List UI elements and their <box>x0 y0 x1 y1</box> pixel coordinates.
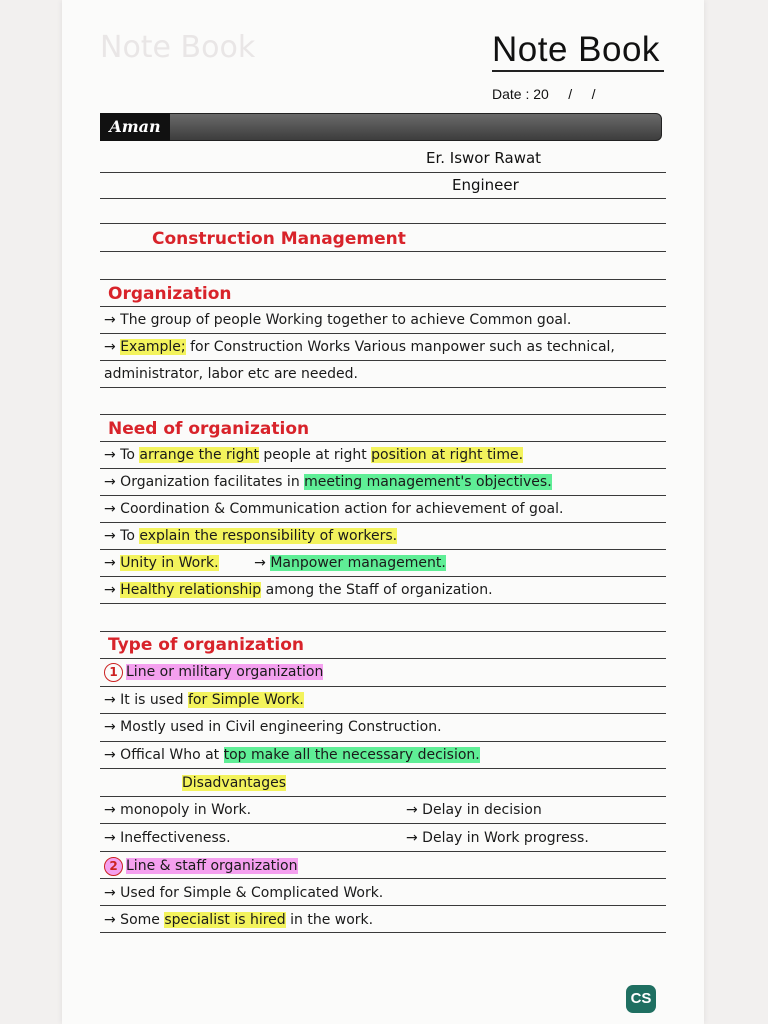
ruled-line <box>100 905 666 906</box>
highlight: Line or military organization <box>126 664 324 680</box>
need-line-6: → Healthy relationship among the Staff of organization. <box>104 582 493 598</box>
ruled-line <box>100 495 666 496</box>
disadvantages-label <box>182 773 286 793</box>
ruled-line <box>100 576 666 577</box>
need-line-3: → Coordination & Communication action for achievement of goal. <box>104 501 564 517</box>
highlight: Manpower management. <box>270 555 446 571</box>
ruled-line <box>100 796 666 797</box>
type-1-line-3: → Offical Who at top make all the necessary decision. <box>104 747 480 763</box>
ruled-line <box>100 198 666 199</box>
highlight-example: Example; <box>120 339 186 355</box>
need-line-2: → Organization facilitates in meeting management's objectives. <box>104 474 552 490</box>
ruled-line <box>100 768 666 769</box>
ruled-line <box>100 932 666 933</box>
type-1-label <box>104 662 323 682</box>
author-title: Engineer <box>452 176 519 194</box>
highlight: arrange the right <box>139 447 259 463</box>
ruled-line <box>100 387 666 388</box>
highlight: position at right time. <box>371 447 524 463</box>
ruled-line <box>100 631 666 632</box>
need-line-4: → To explain the responsibility of workers. <box>104 528 398 544</box>
ruled-line <box>100 522 666 523</box>
heading-organization: Organization <box>108 284 232 304</box>
bleed-through-text: Note Book <box>100 30 256 65</box>
highlight: Disadvantages <box>182 775 287 791</box>
disadvantage-2-right: → Delay in Work progress. <box>406 830 589 846</box>
ruled-line <box>100 279 666 280</box>
organization-line-3: administrator, labor etc are needed. <box>104 366 358 382</box>
disadvantage-2-left: → Ineffectiveness. <box>104 830 231 846</box>
highlight: Healthy relationship <box>120 582 262 598</box>
highlight: top make all the necessary decision. <box>223 747 480 763</box>
ruled-line <box>100 823 666 824</box>
need-line-1: → To arrange the right people at right position at right time. <box>104 447 524 463</box>
need-line-5: → Unity in Work. → Manpower management. <box>104 555 446 571</box>
ruled-line <box>100 172 666 173</box>
number-badge: 2 <box>104 857 123 876</box>
heading-need-of-organization: Need of organization <box>108 419 310 439</box>
type-1-line-1: → It is used for Simple Work. <box>104 692 304 708</box>
type-2-label <box>104 856 298 876</box>
highlight: specialist is hired <box>164 912 286 928</box>
ruled-line <box>100 223 666 224</box>
ruled-line <box>100 468 666 469</box>
highlight: explain the responsibility of workers. <box>139 528 398 544</box>
type-2-line-2: → Some specialist is hired in the work. <box>104 912 374 928</box>
ruled-line <box>100 414 666 415</box>
ruled-line <box>100 713 666 714</box>
disadvantage-1-right: → Delay in decision <box>406 802 542 818</box>
subject-title: Construction Management <box>152 229 406 249</box>
ruled-line <box>100 686 666 687</box>
organization-line-1: → The group of people Working together to achieve Common goal. <box>104 312 572 328</box>
name-bar <box>100 113 662 141</box>
highlight: Line & staff organization <box>126 858 298 874</box>
camscanner-badge: CS <box>626 985 656 1013</box>
ruled-line <box>100 878 666 879</box>
ruled-line <box>100 741 666 742</box>
ruled-line <box>100 306 666 307</box>
number-badge: 1 <box>104 663 123 682</box>
type-1-line-2: → Mostly used in Civil engineering Construction. <box>104 719 442 735</box>
ruled-line <box>100 251 666 252</box>
ruled-line <box>100 603 666 604</box>
type-2-line-1: → Used for Simple & Complicated Work. <box>104 885 384 901</box>
ruled-line <box>100 441 666 442</box>
brand-underline <box>492 70 664 72</box>
highlight: Unity in Work. <box>120 555 219 571</box>
highlight: for Simple Work. <box>188 692 304 708</box>
author-name: Er. Iswor Rawat <box>426 149 542 167</box>
date-field: Date : 20 / / <box>492 86 596 102</box>
highlight: meeting management's objectives. <box>304 474 552 490</box>
heading-type-of-organization: Type of organization <box>108 635 305 655</box>
name-tag: Aman <box>100 113 170 141</box>
organization-line-2: → Example; for Construction Works Various manpower such as technical, <box>104 339 615 355</box>
notebook-brand: Note Book <box>492 30 660 69</box>
ruled-line <box>100 851 666 852</box>
ruled-line <box>100 333 666 334</box>
disadvantage-1-left: → monopoly in Work. <box>104 802 252 818</box>
ruled-line <box>100 658 666 659</box>
ruled-line <box>100 360 666 361</box>
ruled-line <box>100 549 666 550</box>
